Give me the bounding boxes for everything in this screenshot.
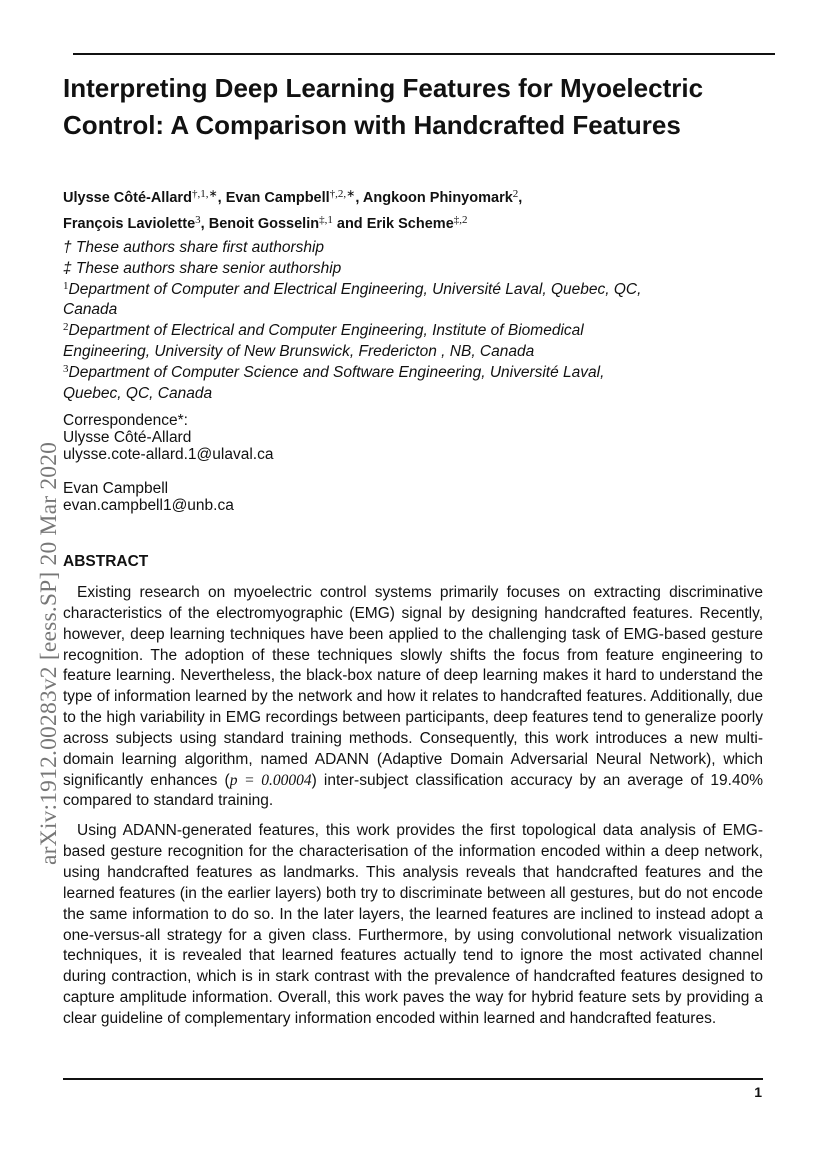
abstract-text: Existing research on myoelectric control systems primarily focuses on extracting discriminative characteristics of the electromyographic (EMG) signal by designing handcrafted features. Recently, however, deep learning techniques have been applied to the challenging task of EMG-based gesture recognition. The adoption of these techniques slowly shifts the focus from feature engineering to feature learning. Nevertheless, the black-box nature of deep learning makes it hard to understand the type of information learned by the network and how it relates to handcrafted features. Additionally, due to the high variability in EMG recordings between participants, deep features tend to generalize poorly across subjects using standard training methods. Consequently, this work introduces a new multi-domain learning algorithm, named ADANN (Adaptive Domain Adversarial Neural Network), which significantly enhances ( [63,584,763,789]
bottom-rule [63,1078,763,1080]
senior-authorship-note: ‡ These authors share senior authorship [63,259,342,277]
abstract-body [63,583,763,1030]
abstract-paragraph: Using ADANN-generated features, this work provides the first topological data analysis of EMG-based gesture recognition for the characterisation of the information encoded within a deep network, using handcrafted features as landmarks. This analysis reveals that handcrafted features and the learned features (in the earlier layers) both try to discriminate between all gestures, but do not encode the same information to do so. In the later layers, the learned features are inclined to instead adopt a one-versus-all strategy for a given class. Furthermore, by using convolutional network visualization techniques, it is revealed that learned features actually tend to ignore the most activated channel during contraction, which is in stark contrast with the prevalence of handcrafted features designed to capture amplitude information. Overall, this work paves the way for hybrid feature sets by providing a clear guideline of complementary information encoded within learned and handcrafted features. [63,822,763,1027]
correspondence-name: Ulysse Côté-Allard [63,429,192,446]
correspondence-name: Evan Campbell [63,480,169,497]
abstract-heading: ABSTRACT [63,553,149,570]
abstract-text: ) inter-subject classification accuracy by an average of 19.40% compared to standard training. [63,771,763,810]
correspondence-email: evan.campbell1@unb.ca [63,497,234,514]
paper-title: Interpreting Deep Learning Features for Myoelectric Control: A Comparison with Handcrafted Features [63,73,704,140]
author-separator: , [217,190,226,206]
author-separator: and [332,216,367,232]
affiliation-line: Canada [63,301,118,319]
affiliation-1 [63,280,753,301]
top-rule [73,53,775,55]
affiliation-number: 1 [63,279,69,292]
correspondence [63,412,463,514]
author-name: Erik Scheme [366,216,454,232]
p-value-math: p = 0.00004 [229,771,312,789]
author-name: François Laviolette [63,216,196,232]
author-name: Benoit Gosselin [208,216,320,232]
author-name: Evan Campbell [225,190,330,206]
author-name: Ulysse Côté-Allard [63,190,192,206]
affiliation-number: 3 [63,362,69,375]
correspondence-secondary [63,480,463,514]
author-name: Angkoon Phinyomark [362,190,513,206]
author-affiliation-marks: 2 [512,188,519,200]
author-affiliation-marks: ‡,1 [319,214,333,226]
author-separator: , [355,190,363,206]
affiliation-3 [63,363,753,384]
author-list [63,185,763,237]
affiliations [63,238,753,404]
author-affiliation-marks: ‡,2 [453,214,468,226]
correspondence-primary [63,412,463,463]
first-authorship-note: † These authors share first authorship [63,239,325,256]
author-separator: , [200,216,209,232]
affiliation-line: Department of Electrical and Computer Engineering, Institute of Biomedical [68,322,584,340]
arxiv-identifier: arXiv:1912.00283v2 [eess.SP] 20 Mar 2020 [36,441,62,865]
author-affiliation-marks: 3 [195,214,201,226]
correspondence-label: Correspondence*: [63,412,188,429]
page-number: 1 [754,1084,762,1100]
author-affiliation-marks: †,1,∗ [191,188,218,200]
abstract-paragraph [63,583,763,812]
affiliation-line: Engineering, University of New Brunswick, Fredericton , NB, Canada [63,342,535,360]
author-separator: , [518,190,523,206]
affiliation-2 [63,321,753,342]
author-affiliation-marks: †,2,∗ [329,188,356,200]
affiliation-line: Department of Computer and Electrical Engineering, Université Laval, Quebec, QC, [68,280,642,298]
affiliation-line: Quebec, QC, Canada [63,384,213,402]
correspondence-email: ulysse.cote-allard.1@ulaval.ca [63,446,274,463]
affiliation-line: Department of Computer Science and Software Engineering, Université Laval, [68,363,605,381]
affiliation-number: 2 [63,321,69,334]
